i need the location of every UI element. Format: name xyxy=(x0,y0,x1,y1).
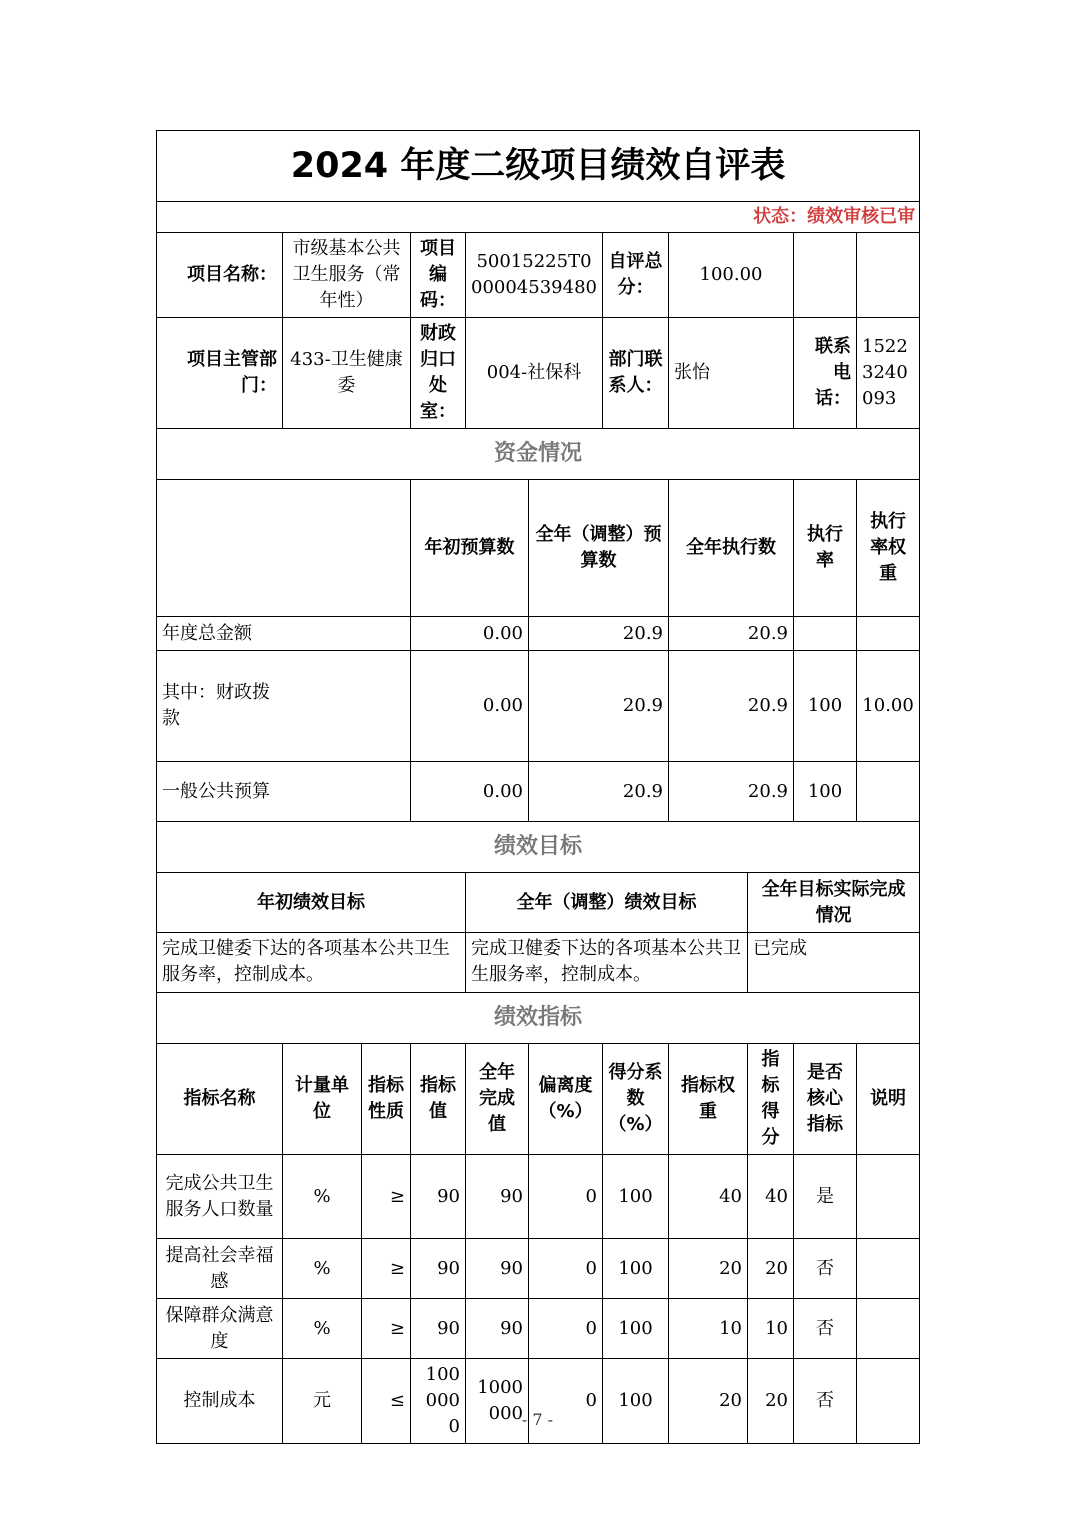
ind-row-name: 控制成本 xyxy=(157,1359,283,1444)
ind-row-nature: ≥ xyxy=(362,1155,411,1239)
funds-row-name-text: 其中：财政拨款 xyxy=(162,682,270,729)
ind-row-note xyxy=(857,1299,920,1359)
funds-row-rate: 100 xyxy=(794,762,857,822)
funds-row-adjusted: 20.9 xyxy=(529,651,669,762)
ind-header-note: 说明 xyxy=(857,1044,920,1155)
ind-row-weight: 20 xyxy=(669,1239,748,1299)
funds-row-initial: 0.00 xyxy=(411,617,529,651)
ind-row-deviation: 0 xyxy=(529,1239,603,1299)
ind-row-deviation: 0 xyxy=(529,1155,603,1239)
ind-row-score: 10 xyxy=(748,1299,794,1359)
funds-header-blank xyxy=(157,480,411,617)
finance-office: 004-社保科 xyxy=(466,318,603,429)
self-score: 100.00 xyxy=(669,233,794,318)
phone: 15223240093 xyxy=(857,318,920,429)
evaluation-form xyxy=(156,130,919,1444)
ind-row-nature: ≥ xyxy=(362,1239,411,1299)
project-name-label: 项目名称： xyxy=(157,233,283,318)
dept: 433-卫生健康委 xyxy=(283,318,411,429)
ind-row-target: 90 xyxy=(411,1239,466,1299)
project-name: 市级基本公共卫生服务（常年性） xyxy=(283,233,411,318)
ind-row-actual: 90 xyxy=(466,1239,529,1299)
funds-header-rate: 执行率 xyxy=(794,480,857,617)
ind-row-actual: 1000000 xyxy=(466,1359,529,1444)
ind-row-unit: 元 xyxy=(283,1359,362,1444)
ind-row-nature: ≥ xyxy=(362,1299,411,1359)
funds-row-weight xyxy=(857,762,920,822)
ind-row-coef: 100 xyxy=(603,1299,669,1359)
ind-row-unit: % xyxy=(283,1239,362,1299)
contact-label: 部门联系人： xyxy=(603,318,669,429)
ind-row-core: 是 xyxy=(794,1155,857,1239)
goals-header-initial: 年初绩效目标 xyxy=(157,873,466,933)
table-row xyxy=(157,1299,920,1359)
form-title: 2024 年度二级项目绩效自评表 xyxy=(157,131,920,202)
funds-row-executed: 20.9 xyxy=(669,617,794,651)
ind-row-coef: 100 xyxy=(603,1239,669,1299)
empty-cell xyxy=(857,233,920,318)
ind-row-core: 否 xyxy=(794,1239,857,1299)
ind-row-coef: 100 xyxy=(603,1155,669,1239)
ind-row-actual: 90 xyxy=(466,1299,529,1359)
ind-row-target: 1000000 xyxy=(411,1359,466,1444)
ind-row-nature: ≤ xyxy=(362,1359,411,1444)
ind-row-weight: 10 xyxy=(669,1299,748,1359)
goals-header-adjusted: 全年（调整）绩效目标 xyxy=(466,873,748,933)
funds-row-adjusted: 20.9 xyxy=(529,762,669,822)
empty-cell xyxy=(794,233,857,318)
funds-header-executed: 全年执行数 xyxy=(669,480,794,617)
evaluation-table xyxy=(156,130,920,1444)
ind-row-score: 40 xyxy=(748,1155,794,1239)
ind-row-name: 提高社会幸福感 xyxy=(157,1239,283,1299)
funds-header-adjusted: 全年（调整）预算数 xyxy=(529,480,669,617)
goals-section-title: 绩效目标 xyxy=(157,822,920,873)
ind-row-name: 完成公共卫生服务人口数量 xyxy=(157,1155,283,1239)
dept-label: 项目主管部门： xyxy=(157,318,283,429)
ind-row-name: 保障群众满意度 xyxy=(157,1299,283,1359)
ind-row-unit: % xyxy=(283,1155,362,1239)
project-code-label: 项目编码： xyxy=(411,233,466,318)
funds-row-name xyxy=(157,762,411,822)
funds-row-name-text: 一般公共预算 xyxy=(162,780,270,802)
ind-row-weight: 40 xyxy=(669,1155,748,1239)
funds-row-name: 年度总金额 xyxy=(157,617,411,651)
ind-header-nature: 指标性质 xyxy=(362,1044,411,1155)
goals-adjusted: 完成卫健委下达的各项基本公共卫生服务率，控制成本。 xyxy=(466,933,748,993)
ind-row-target: 90 xyxy=(411,1155,466,1239)
project-code: 50015225T000004539480 xyxy=(466,233,603,318)
goals-header-actual: 全年目标实际完成情况 xyxy=(748,873,920,933)
funds-row-adjusted: 20.9 xyxy=(529,617,669,651)
funds-row-rate: 100 xyxy=(794,651,857,762)
ind-row-target: 90 xyxy=(411,1299,466,1359)
table-row xyxy=(157,617,920,651)
ind-row-unit: % xyxy=(283,1299,362,1359)
funds-row-rate xyxy=(794,617,857,651)
ind-header-weight: 指标权重 xyxy=(669,1044,748,1155)
ind-header-target: 指标值 xyxy=(411,1044,466,1155)
ind-row-core: 否 xyxy=(794,1359,857,1444)
table-row xyxy=(157,1155,920,1239)
funds-header-initial: 年初预算数 xyxy=(411,480,529,617)
finance-office-label: 财政归口处室： xyxy=(411,318,466,429)
ind-row-deviation: 0 xyxy=(529,1359,603,1444)
funds-header-weight: 执行率权重 xyxy=(857,480,920,617)
funds-section-title: 资金情况 xyxy=(157,429,920,480)
ind-header-coef: 得分系数（%） xyxy=(603,1044,669,1155)
goals-initial: 完成卫健委下达的各项基本公共卫生服务率，控制成本。 xyxy=(157,933,466,993)
table-row xyxy=(157,651,920,762)
ind-row-coef: 100 xyxy=(603,1359,669,1444)
ind-row-core: 否 xyxy=(794,1299,857,1359)
funds-row-name xyxy=(157,651,411,762)
funds-row-initial: 0.00 xyxy=(411,762,529,822)
ind-row-deviation: 0 xyxy=(529,1299,603,1359)
ind-header-actual: 全年完成值 xyxy=(466,1044,529,1155)
table-row xyxy=(157,762,920,822)
ind-row-weight: 20 xyxy=(669,1359,748,1444)
self-score-label: 自评总分： xyxy=(603,233,669,318)
funds-row-executed: 20.9 xyxy=(669,762,794,822)
ind-row-score: 20 xyxy=(748,1239,794,1299)
contact: 张怡 xyxy=(669,318,794,429)
funds-row-weight xyxy=(857,617,920,651)
table-row xyxy=(157,1359,920,1444)
ind-row-score: 20 xyxy=(748,1359,794,1444)
goals-actual: 已完成 xyxy=(748,933,920,993)
funds-row-executed: 20.9 xyxy=(669,651,794,762)
funds-row-initial: 0.00 xyxy=(411,651,529,762)
ind-row-note xyxy=(857,1239,920,1299)
ind-header-name: 指标名称 xyxy=(157,1044,283,1155)
ind-row-note xyxy=(857,1359,920,1444)
ind-header-unit: 计量单位 xyxy=(283,1044,362,1155)
indicators-section-title: 绩效指标 xyxy=(157,993,920,1044)
table-row xyxy=(157,1239,920,1299)
ind-header-core: 是否核心指标 xyxy=(794,1044,857,1155)
status-badge: 状态：绩效审核已审 xyxy=(157,202,920,233)
ind-row-actual: 90 xyxy=(466,1155,529,1239)
ind-header-score: 指标得分 xyxy=(748,1044,794,1155)
phone-label: 联系电话： xyxy=(794,318,857,429)
page-number: - 7 - xyxy=(521,1410,554,1429)
ind-row-note xyxy=(857,1155,920,1239)
ind-header-deviation: 偏离度（%） xyxy=(529,1044,603,1155)
funds-row-weight: 10.00 xyxy=(857,651,920,762)
